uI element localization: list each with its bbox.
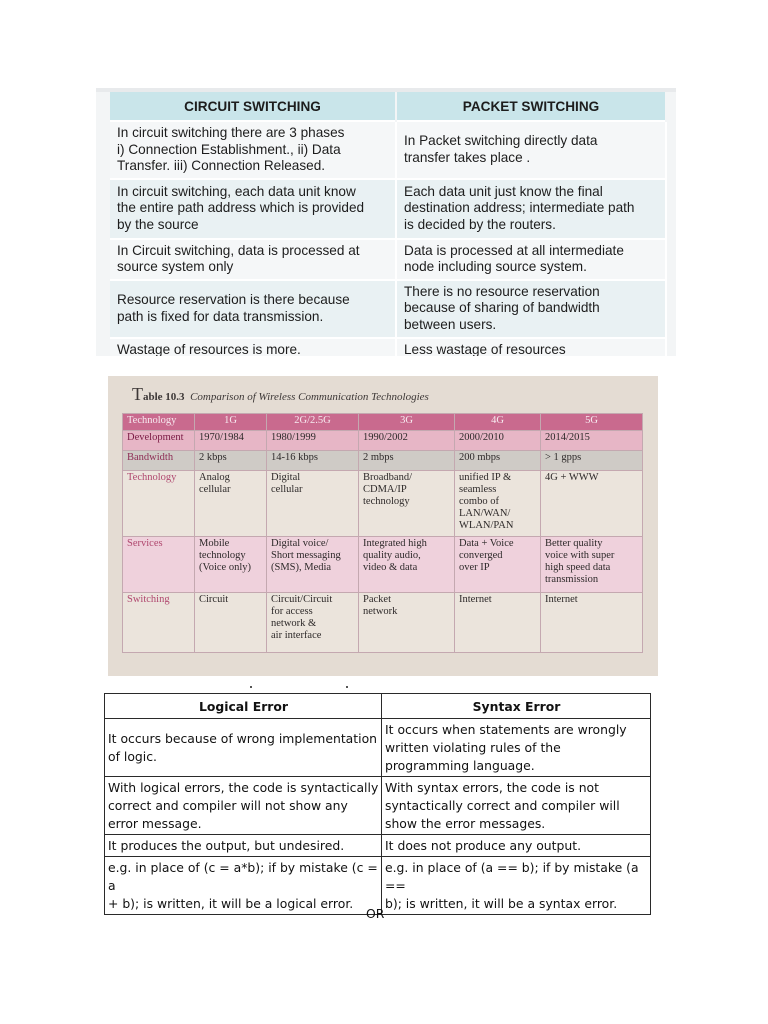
table-row xyxy=(110,179,666,239)
column-header: 5G xyxy=(541,414,643,431)
cropped-text-fragment xyxy=(250,686,350,692)
table-cell: There is no resource reservation because of sharing of bandwidth between users. xyxy=(396,280,666,338)
table-cell: 200 mbps xyxy=(455,451,541,471)
column-header: 1G xyxy=(195,414,267,431)
table-cell: Wastage of resources is more. xyxy=(110,338,396,357)
table-cell: Internet xyxy=(541,593,643,653)
or-separator: OR xyxy=(366,906,385,921)
table-cell: 2 mbps xyxy=(359,451,455,471)
wireless-table xyxy=(122,413,643,653)
column-header-logical: Logical Error xyxy=(105,694,382,719)
row-header: Bandwidth xyxy=(123,451,195,471)
table-cell: 1990/2002 xyxy=(359,431,455,451)
table-cell: Data + Voice converged over IP xyxy=(455,537,541,593)
table-cell: Internet xyxy=(455,593,541,653)
column-header: 2G/2.5G xyxy=(267,414,359,431)
table-cell: Each data unit just know the final destination address; intermediate path is decided by the routers. xyxy=(396,179,666,239)
table-cell: e.g. in place of (a == b); if by mistake (a == b); is written, it will be a syntax error. xyxy=(382,857,651,915)
column-header-circuit: CIRCUIT SWITCHING xyxy=(110,92,396,121)
row-header: Development xyxy=(123,431,195,451)
table-cell: 2000/2010 xyxy=(455,431,541,451)
circuit-packet-table xyxy=(110,92,667,356)
table-header-row xyxy=(105,694,651,719)
table-cell: 1980/1999 xyxy=(267,431,359,451)
logical-syntax-table xyxy=(104,693,651,915)
table-cell: In Circuit switching, data is processed at source system only xyxy=(110,239,396,280)
table-cell: 2014/2015 xyxy=(541,431,643,451)
table-cell: Broadband/ CDMA/IP technology xyxy=(359,471,455,537)
row-header: Technology xyxy=(123,471,195,537)
table-cell: 2 kbps xyxy=(195,451,267,471)
table-cell: Mobile technology (Voice only) xyxy=(195,537,267,593)
table-cell: Circuit xyxy=(195,593,267,653)
table-cell: It occurs when statements are wrongly written violating rules of the programming language. xyxy=(382,719,651,777)
table-row xyxy=(123,431,643,451)
table-cell: It produces the output, but undesired. xyxy=(105,835,382,857)
table-cell: Digital voice/ Short messaging (SMS), Media xyxy=(267,537,359,593)
table-row xyxy=(123,593,643,653)
table-row xyxy=(110,338,666,357)
table-cell: 1970/1984 xyxy=(195,431,267,451)
column-header-packet: PACKET SWITCHING xyxy=(396,92,666,121)
table-cell: 4G + WWW xyxy=(541,471,643,537)
table-cell: In circuit switching, each data unit know the entire path address which is provided by the source xyxy=(110,179,396,239)
circuit-packet-table-image xyxy=(96,88,676,356)
table-cell: Resource reservation is there because path is fixed for data transmission. xyxy=(110,280,396,338)
table-row xyxy=(110,280,666,338)
table-row xyxy=(123,451,643,471)
table-row xyxy=(105,777,651,835)
caption-initial: T xyxy=(132,384,143,404)
table-row xyxy=(110,121,666,179)
column-header-syntax: Syntax Error xyxy=(382,694,651,719)
table-cell: With logical errors, the code is syntactically correct and compiler will not show any error message. xyxy=(105,777,382,835)
table-cell: unified IP & seamless combo of LAN/WAN/ WLAN/PAN xyxy=(455,471,541,537)
caption-text: Comparison of Wireless Communication Technologies xyxy=(190,391,429,403)
table-row xyxy=(105,835,651,857)
table-row xyxy=(110,239,666,280)
row-header: Services xyxy=(123,537,195,593)
table-cell: In circuit switching there are 3 phases i) Connection Establishment., ii) Data Transfer. iii) Connection Released. xyxy=(110,121,396,179)
caption-number: able 10.3 xyxy=(143,391,185,403)
table-cell: Better quality voice with super high speed data transmission xyxy=(541,537,643,593)
table-cell: It occurs because of wrong implementation of logic. xyxy=(105,719,382,777)
table-cell: In Packet switching directly data transfer takes place . xyxy=(396,121,666,179)
row-header: Switching xyxy=(123,593,195,653)
table-cell: Less wastage of resources xyxy=(396,338,666,357)
table-cell: Digital cellular xyxy=(267,471,359,537)
table-cell: > 1 gpps xyxy=(541,451,643,471)
table-cell: e.g. in place of (c = a*b); if by mistake (c = a + b); is written, it will be a logical error. xyxy=(105,857,382,915)
table-cell: 14-16 kbps xyxy=(267,451,359,471)
table-cell: Analog cellular xyxy=(195,471,267,537)
table-row xyxy=(105,719,651,777)
column-header: 3G xyxy=(359,414,455,431)
table-caption xyxy=(132,384,429,405)
table-row xyxy=(123,537,643,593)
table-header-row xyxy=(110,92,666,121)
wireless-table-photo xyxy=(108,376,658,676)
table-row xyxy=(123,471,643,537)
column-header: 4G xyxy=(455,414,541,431)
column-header: Technology xyxy=(123,414,195,431)
table-cell: Circuit/Circuit for access network & air interface xyxy=(267,593,359,653)
table-cell: It does not produce any output. xyxy=(382,835,651,857)
table-cell: With syntax errors, the code is not syntactically correct and compiler will show the error messages. xyxy=(382,777,651,835)
table-cell: Data is processed at all intermediate node including source system. xyxy=(396,239,666,280)
table-cell: Packet network xyxy=(359,593,455,653)
table-header-row xyxy=(123,414,643,431)
table-cell: Integrated high quality audio, video & data xyxy=(359,537,455,593)
